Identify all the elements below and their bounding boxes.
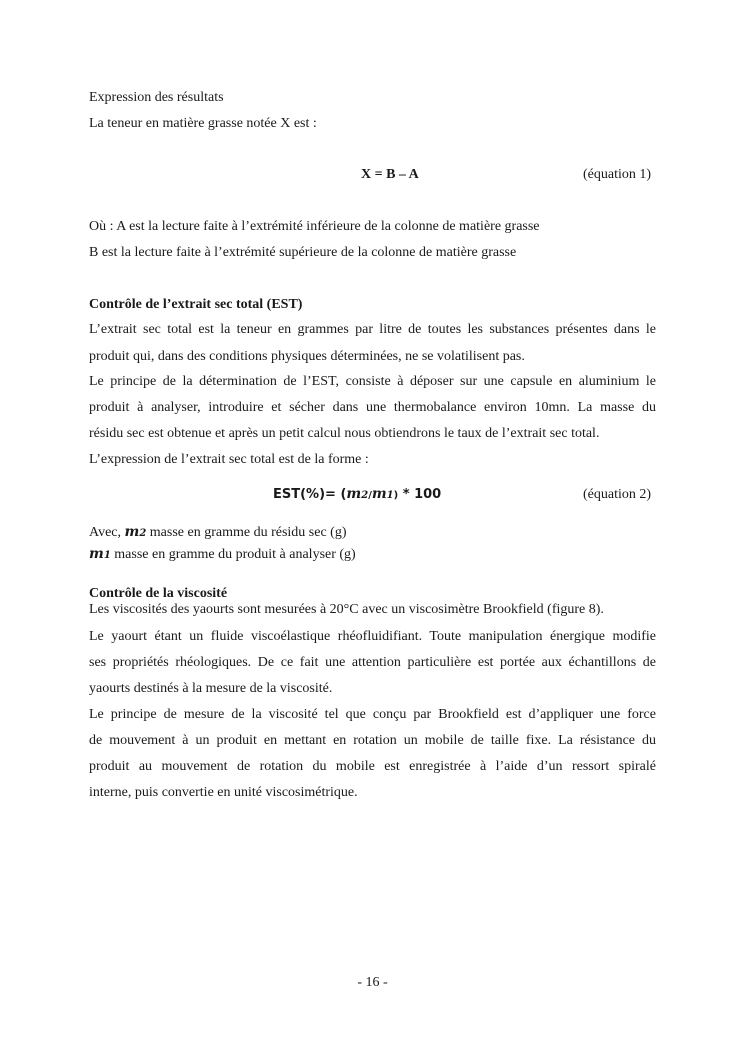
equation-2-label: (équation 2) bbox=[583, 487, 652, 502]
symbol-m2-sub: 2 bbox=[139, 528, 147, 539]
paragraph-line: produit au mouvement de rotation du mobile est enregistrée à l’aide d’un ressort spiralé bbox=[89, 759, 656, 774]
paragraph-line: interne, puis convertie en unité viscosimétrique. bbox=[89, 785, 358, 800]
symbol-m1-sub: 1 bbox=[103, 550, 111, 561]
symbol-m1: m bbox=[89, 546, 104, 562]
paragraph-line: La teneur en matière grasse notée X est : bbox=[89, 116, 317, 131]
definition-text: masse en gramme du produit à analyser (g) bbox=[110, 547, 356, 562]
paragraph-line: Le yaourt étant un fluide viscoélastique rhéofluidifiant. Toute manipulation énergique modifie bbox=[89, 629, 656, 644]
paragraph-line: Le principe de mesure de la viscosité tel que conçu par Brookfield est d’appliquer une force bbox=[89, 707, 656, 722]
section-heading-results: Expression des résultats bbox=[89, 90, 224, 105]
equation-2 bbox=[273, 486, 441, 504]
paragraph-line: Le principe de la détermination de l’EST, consiste à déposer sur une capsule en aluminium le bbox=[89, 374, 656, 389]
page-number: - 16 - bbox=[357, 975, 388, 990]
paragraph-line: résidu sec est obtenue et après un petit calcul nous obtiendrons le taux de l’extrait sec total. bbox=[89, 426, 600, 441]
equation-2-slash: / bbox=[368, 490, 372, 501]
equation-2-rhs: * 100 bbox=[398, 487, 442, 502]
equation-2-m1-sub: 1 bbox=[386, 490, 394, 501]
definition-m2 bbox=[89, 524, 656, 542]
paragraph-line: produit à analyser, introduire et sécher dans une thermobalance environ 10mn. La masse du bbox=[89, 400, 656, 415]
paragraph-line: L’extrait sec total est la teneur en grammes par litre de toutes les substances présentes dans le bbox=[89, 322, 656, 337]
paragraph-line: ses propriétés rhéologiques. De ce fait une attention particulière est portée aux échantillons de bbox=[89, 655, 656, 670]
paragraph-line: Où : A est la lecture faite à l’extrémité inférieure de la colonne de matière grasse bbox=[89, 219, 540, 234]
paragraph-line: L’expression de l’extrait sec total est de la forme : bbox=[89, 452, 369, 467]
paragraph-line: yaourts destinés à la mesure de la viscosité. bbox=[89, 681, 333, 696]
paragraph-line: produit qui, dans des conditions physiques déterminées, ne se volatilisent pas. bbox=[89, 349, 525, 364]
symbol-m2: m bbox=[124, 524, 140, 540]
equation-2-m2-sub: 2 bbox=[361, 490, 369, 501]
section-heading-viscosity: Contrôle de la viscosité bbox=[89, 586, 228, 601]
equation-2-m1: m bbox=[371, 486, 387, 502]
paragraph-line: B est la lecture faite à l’extrémité supérieure de la colonne de matière grasse bbox=[89, 245, 517, 260]
section-heading-est: Contrôle de l’extrait sec total (EST) bbox=[89, 297, 303, 312]
equation-1-label: (équation 1) bbox=[583, 167, 652, 182]
definition-text: masse en gramme du résidu sec (g) bbox=[146, 525, 347, 540]
definition-prefix: Avec, bbox=[89, 525, 125, 540]
equation-2-close: ) bbox=[393, 490, 399, 501]
paragraph-line: de mouvement à un produit en mettant en rotation un mobile de taille fixe. La résistance du bbox=[89, 733, 656, 748]
equation-2-m2: m bbox=[346, 486, 362, 502]
paragraph-line: Les viscosités des yaourts sont mesurées à 20°C avec un viscosimètre Brookfield (figure 8). bbox=[89, 602, 604, 617]
equation-1: X = B – A bbox=[361, 167, 419, 182]
definition-m1 bbox=[89, 546, 656, 564]
equation-2-lhs: EST(%)= ( bbox=[273, 487, 347, 502]
